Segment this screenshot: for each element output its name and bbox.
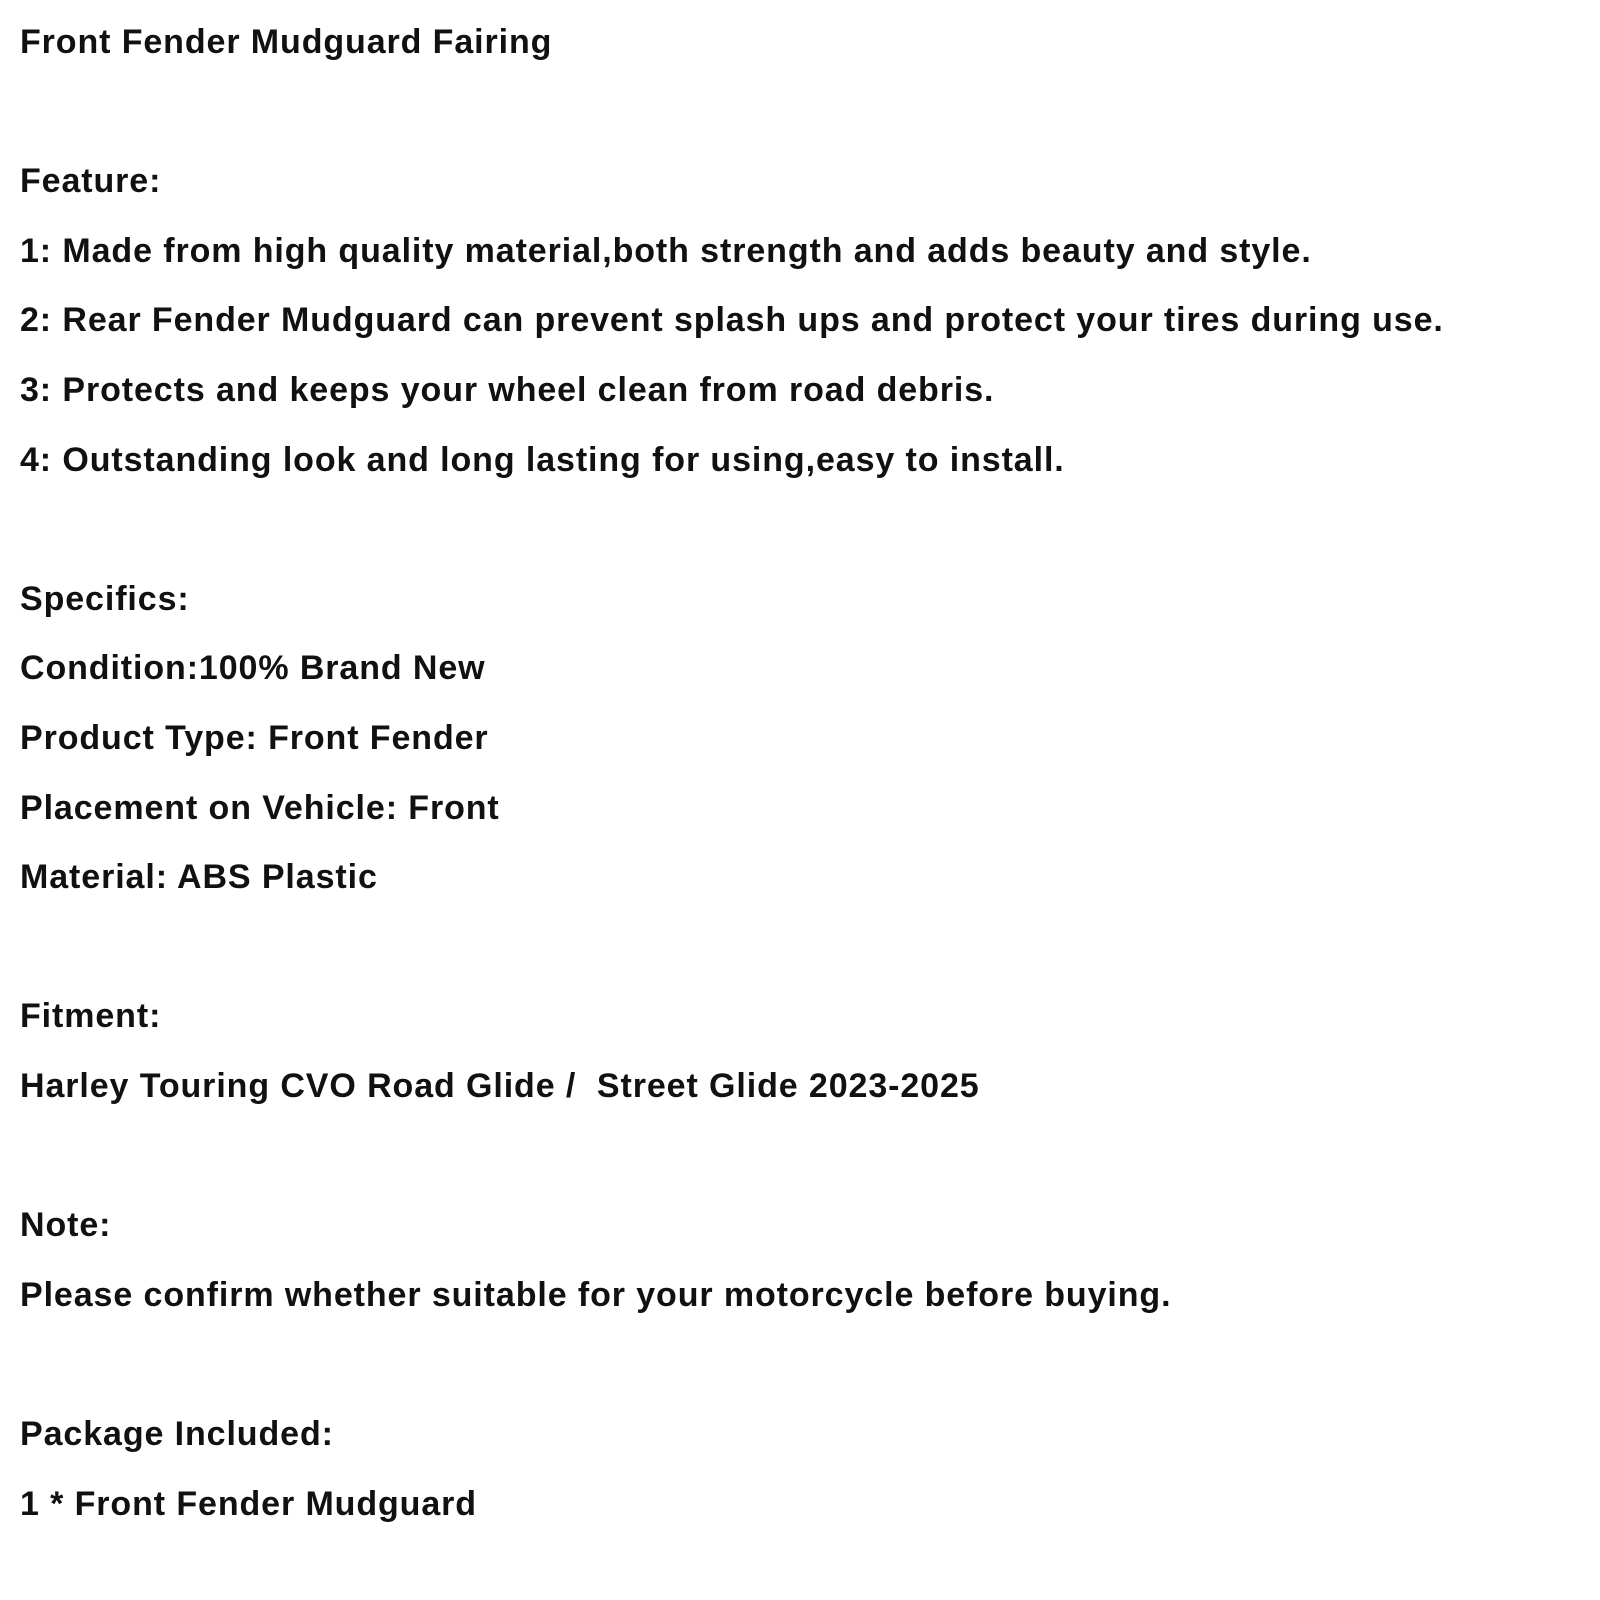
feature-item: 1: Made from high quality material,both strength and adds beauty and style.: [20, 232, 1312, 270]
fitment-heading: Fitment:: [20, 997, 162, 1035]
feature-item: 2: Rear Fender Mudguard can prevent splash ups and protect your tires during use.: [20, 301, 1444, 339]
specifics-heading: Specifics:: [20, 580, 190, 618]
specifics-item: Placement on Vehicle: Front: [20, 789, 500, 827]
specifics-item: Product Type: Front Fender: [20, 719, 489, 757]
note-heading: Note:: [20, 1206, 112, 1244]
feature-heading: Feature:: [20, 162, 162, 200]
feature-item: 4: Outstanding look and long lasting for using,easy to install.: [20, 441, 1065, 479]
note-text: Please confirm whether suitable for your motorcycle before buying.: [20, 1276, 1172, 1314]
package-heading: Package Included:: [20, 1415, 334, 1453]
specifics-item: Condition:100% Brand New: [20, 649, 486, 687]
package-text: 1 * Front Fender Mudguard: [20, 1485, 477, 1523]
specifics-item: Material: ABS Plastic: [20, 858, 378, 896]
page-title: Front Fender Mudguard Fairing: [20, 23, 553, 61]
fitment-text: Harley Touring CVO Road Glide / Street Glide 2023-2025: [20, 1067, 980, 1105]
feature-item: 3: Protects and keeps your wheel clean from road debris.: [20, 371, 995, 409]
